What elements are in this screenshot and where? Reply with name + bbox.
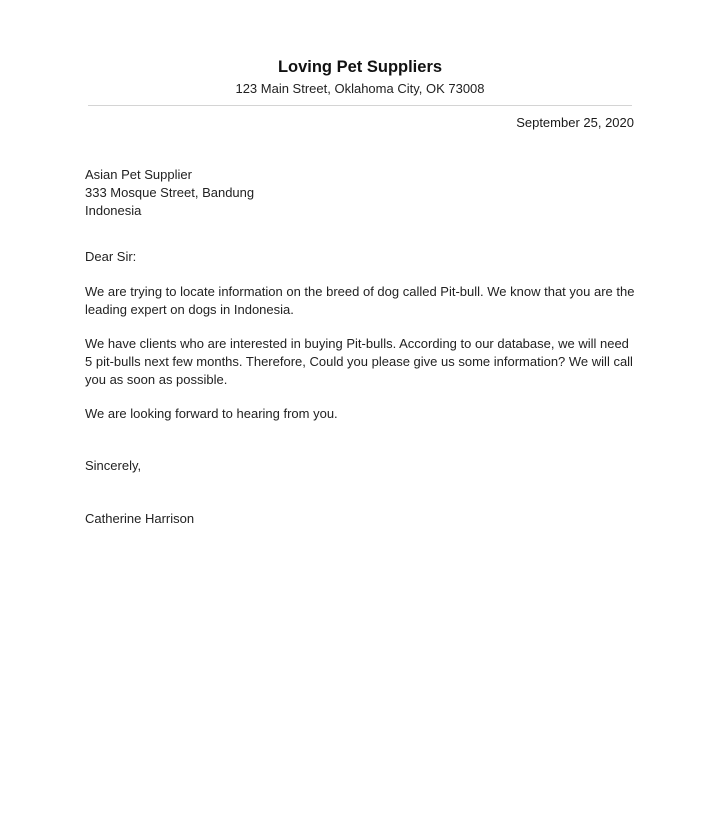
recipient-street: 333 Mosque Street, Bandung: [85, 185, 255, 200]
company-address: 123 Main Street, Oklahoma City, OK 73008: [235, 81, 485, 96]
signature-name: Catherine Harrison: [85, 511, 195, 526]
salutation: Dear Sir:: [85, 249, 137, 264]
recipient-country: Indonesia: [85, 203, 142, 218]
recipient-name: Asian Pet Supplier: [85, 167, 192, 182]
letter-body: [85, 166, 637, 528]
paragraph-2: We have clients who are interested in buying Pit-bulls. According to our database, we will need 5 pit-bulls next few months. Therefore, Could you please give us some information? We will call you as soon as possible.: [85, 336, 633, 387]
paragraph-3: We are looking forward to hearing from you.: [85, 406, 338, 421]
paragraph-1: We are trying to locate information on the breed of dog called Pit-bull. We know that you are the leading expert on dogs in Indonesia.: [85, 284, 635, 317]
header-divider: [88, 105, 632, 106]
letter-date: September 25, 2020: [516, 115, 634, 130]
closing: Sincerely,: [85, 458, 142, 473]
company-name: Loving Pet Suppliers: [277, 58, 443, 76]
letterhead: [0, 56, 720, 98]
recipient-block: [85, 166, 637, 220]
